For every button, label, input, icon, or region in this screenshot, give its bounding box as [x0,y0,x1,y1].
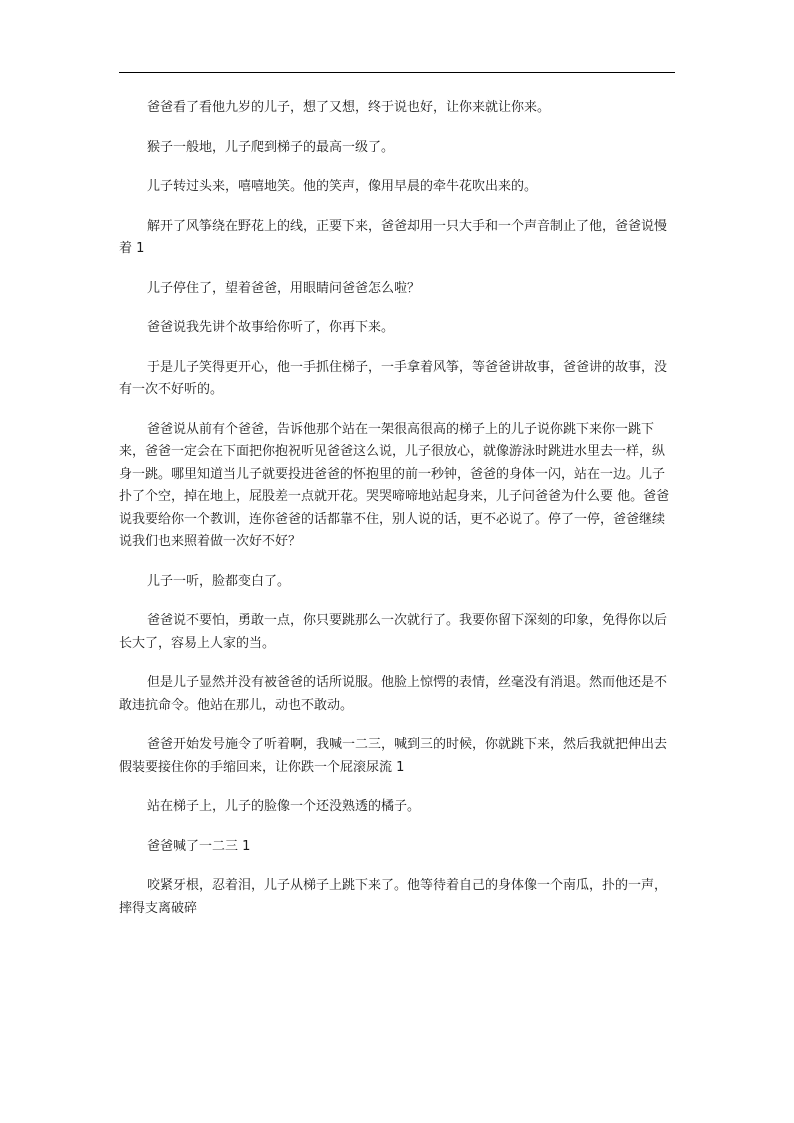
paragraph-8: 爸爸说从前有个爸爸，告诉他那个站在一架很高很高的梯子上的儿子说你跳下来你一跳下来，爸爸一定会在下面把你抱祝听见爸爸这么说，儿子很放心，就像游泳时跳进水里去一样，纵身一跳。哪里知道当儿子就要投进爸爸的怀抱里的前一秒钟，爸爸的身体一闪，站在一边。儿子扑了个空，掉在地上，屁股差一点就开花。哭哭啼啼地站起身来，儿子问爸爸为什么要 他。爸爸说我要给你一个教训，连你爸爸的话都靠不住，别人说的话，更不必说了。停了一停，爸爸继续说我们也来照着做一次好不好？ [119,421,670,549]
paragraph-9: 儿子一听，脸都变白了。 [147,573,291,589]
header-rule [119,72,675,73]
paragraph-6: 爸爸说我先讲个故事给你听了，你再下来。 [147,320,395,335]
paragraph-4: 解开了风筝绕在野花上的线，正要下来，爸爸却用一只大手和一个声音制止了他，爸爸说慢着 1 [119,218,668,256]
paragraph-1: 爸爸看了看他九岁的儿子，想了又想，终于说也好，让你来就让你来。 [147,100,551,115]
paragraph-5: 儿子停住了，望着爸爸，用眼睛问爸爸怎么啦？ [147,280,421,296]
paragraph-15: 咬紧牙根，忍着泪，儿子从梯子上跳下来了。他等待着自己的身体像一个南瓜，扑的一声，摔得支离破碎 [119,878,668,916]
paragraph-10: 爸爸说不要怕，勇敢一点，你只要跳那么一次就行了。我要你留下深刻的印象，免得你以后长大了，容易上人家的当。 [119,613,668,651]
paragraph-2: 猴子一般地，儿子爬到梯子的最高一级了。 [147,139,395,155]
story-body [119,97,675,937]
paragraph-3: 儿子转过头来，嘻嘻地笑。他的笑声，像用早晨的牵牛花吹出来的。 [147,179,538,194]
paragraph-11: 但是儿子显然并没有被爸爸的话所说服。他脸上惊愕的表情，丝毫没有消退。然而他还是不敢违抗命令。他站在那儿，动也不敢动。 [119,675,668,713]
paragraph-12: 爸爸开始发号施令了听着啊，我喊一二三，喊到三的时候，你就跳下来，然后我就把伸出去假装要接住你的手缩回来，让你跌一个屁滚尿流 1 [119,737,668,775]
paragraph-13: 站在梯子上，儿子的脸像一个还没熟透的橘子。 [147,799,421,814]
paragraph-7: 于是儿子笑得更开心，他一手抓住梯子，一手拿着风筝，等爸爸讲故事，爸爸讲的故事，没有一次不好听的。 [119,359,668,397]
paragraph-14: 爸爸喊了一二三 1 [147,838,251,854]
